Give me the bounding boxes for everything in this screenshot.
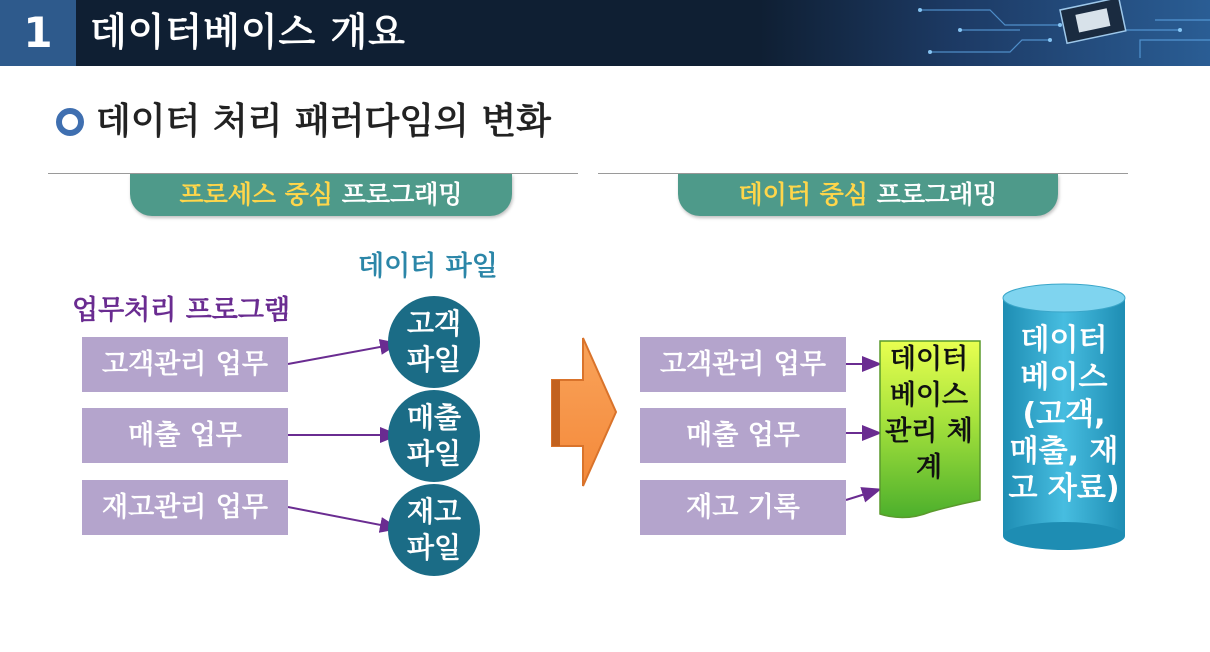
right-program-box-1: 고객관리 업무: [640, 337, 846, 392]
left-program-box-1: 고객관리 업무: [82, 337, 288, 392]
slide-subtitle: 데이터 처리 패러다임의 변화: [96, 101, 551, 142]
file-circle-1-label: 고객 파일: [406, 307, 462, 376]
database-detail: (고객, 매출, 재고 자료): [1008, 397, 1120, 506]
left-program-box-3: 재고관리 업무: [82, 480, 288, 535]
right-tab-rest: 프로그래밍: [868, 180, 998, 209]
right-tab-highlight: 데이터 중심: [738, 180, 868, 209]
file-circle-2-label: 매출 파일: [406, 401, 462, 470]
page-title: 데이터베이스 개요: [90, 10, 406, 54]
file-circle-2: [388, 390, 480, 482]
file-circle-1: [388, 296, 480, 388]
right-arrow-icon: [552, 338, 616, 486]
left-tab-rest: 프로그래밍: [333, 180, 463, 209]
file-circle-3: [388, 484, 480, 576]
right-program-box-3: 재고 기록: [640, 480, 846, 535]
dbms-label: 데이터 베이스 관리 체계: [885, 344, 973, 483]
file-circle-3-label: 재고 파일: [406, 495, 462, 564]
connector-left-1: [288, 344, 396, 364]
connector-left-3: [288, 507, 396, 528]
left-tab-highlight: 프로세스 중심: [179, 180, 334, 209]
database-title: 데이터 베이스: [1020, 323, 1108, 395]
left-program-box-2: 매출 업무: [82, 408, 288, 463]
database-label: [1004, 322, 1124, 507]
data-files-label: 데이터 파일: [358, 251, 498, 282]
right-program-box-2: 매출 업무: [640, 408, 846, 463]
connector-right-3: [846, 490, 878, 500]
programs-label: 업무처리 프로그램: [72, 295, 291, 326]
section-number: 1: [0, 0, 76, 66]
